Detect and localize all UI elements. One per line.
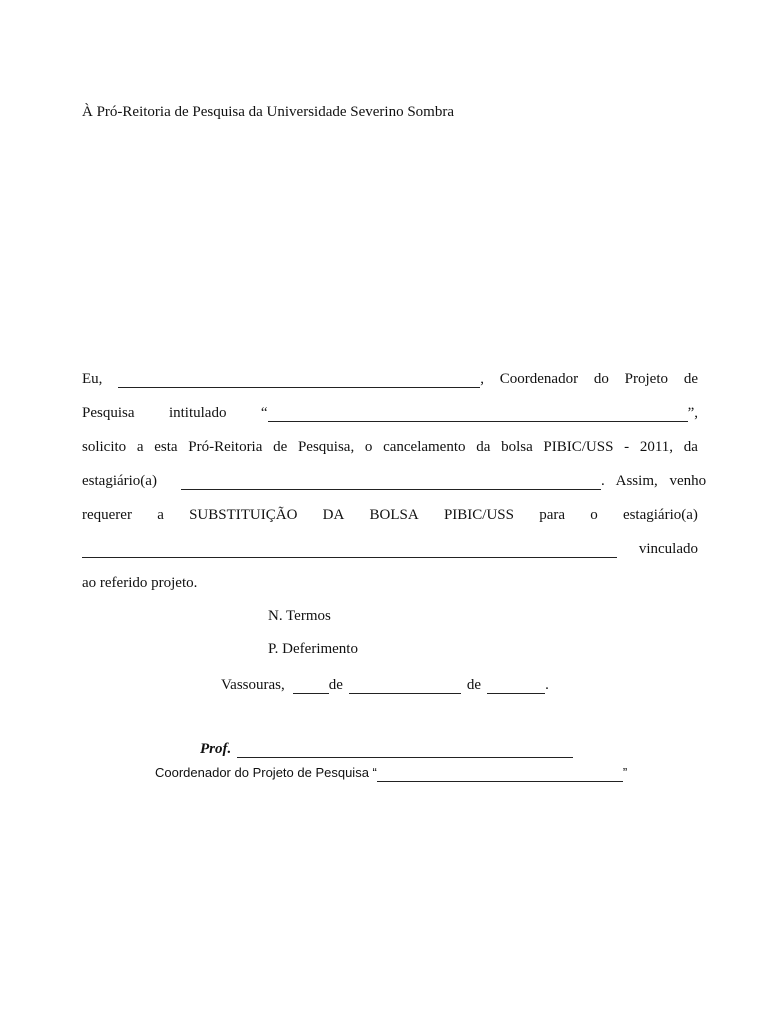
- caption-project-field[interactable]: [377, 769, 623, 782]
- word: Pesquisa: [82, 405, 135, 421]
- word: intitulado: [168, 405, 227, 421]
- caption-close-quote: ”: [622, 765, 628, 780]
- date-line: [221, 676, 549, 694]
- word: cancelamento: [383, 439, 466, 455]
- word: BOLSA: [369, 507, 419, 523]
- word: -: [624, 439, 630, 455]
- word: vinculado: [638, 541, 698, 557]
- paragraph-line-1: [82, 370, 698, 388]
- word: para: [539, 507, 565, 523]
- word: de: [466, 677, 482, 693]
- new-intern-name-field[interactable]: [82, 543, 617, 558]
- closing-termos: N. Termos: [268, 608, 331, 624]
- word: SUBSTITUIÇÃO: [189, 507, 298, 523]
- word: solicito: [82, 439, 127, 455]
- word: da: [683, 439, 698, 455]
- word: esta: [154, 439, 178, 455]
- word: estagiário(a): [622, 507, 698, 523]
- word: do: [593, 371, 609, 387]
- caption-text: Coordenador do Projeto de Pesquisa “: [155, 765, 377, 780]
- word: o: [364, 439, 373, 455]
- word-eu: Eu,: [82, 371, 103, 387]
- paragraph-line-2: [82, 404, 698, 422]
- day-field[interactable]: [293, 679, 329, 694]
- professor-name-field[interactable]: [237, 743, 573, 758]
- paragraph-line-7: ao referido projeto.: [82, 575, 198, 591]
- year-field[interactable]: [487, 679, 545, 694]
- word: de: [328, 677, 343, 693]
- word: 2011,: [639, 439, 674, 455]
- word: Projeto: [624, 371, 669, 387]
- word: a: [157, 507, 164, 523]
- word: Pró-Reitoria: [188, 439, 263, 455]
- period: .: [545, 677, 549, 693]
- signature-caption: [155, 764, 627, 782]
- closing-deferimento: P. Deferimento: [268, 641, 358, 657]
- word: Coordenador: [499, 371, 579, 387]
- word: de: [683, 371, 698, 387]
- intern-name-field[interactable]: [181, 475, 601, 490]
- city-label: Vassouras,: [221, 677, 285, 693]
- word: DA: [322, 507, 345, 523]
- addressee-heading: À Pró-Reitoria de Pesquisa da Universidade Severino Sombra: [82, 104, 455, 120]
- word: PIBIC/USS: [543, 439, 614, 455]
- paragraph-line-4: [82, 472, 707, 490]
- word: da: [476, 439, 491, 455]
- signature-line: [200, 740, 573, 758]
- paragraph-line-5: [82, 506, 698, 524]
- word: bolsa: [501, 439, 533, 455]
- paragraph-line-6: [82, 540, 698, 558]
- sentence-end: . Assim, venho: [600, 473, 707, 489]
- close-quote: ”,: [687, 405, 698, 421]
- prof-label: Prof.: [200, 741, 232, 757]
- month-field[interactable]: [349, 679, 461, 694]
- word: de: [273, 439, 288, 455]
- word: Pesquisa,: [297, 439, 355, 455]
- paragraph-line-3: [82, 438, 698, 456]
- word: o: [590, 507, 598, 523]
- word: a: [136, 439, 144, 455]
- project-title-field[interactable]: [268, 407, 688, 422]
- word: PIBIC/USS: [443, 507, 514, 523]
- comma: ,: [480, 371, 484, 387]
- coordinator-name-field[interactable]: [118, 373, 480, 388]
- open-quote: “: [260, 405, 268, 421]
- word: estagiário(a): [82, 473, 157, 489]
- word: requerer: [82, 507, 132, 523]
